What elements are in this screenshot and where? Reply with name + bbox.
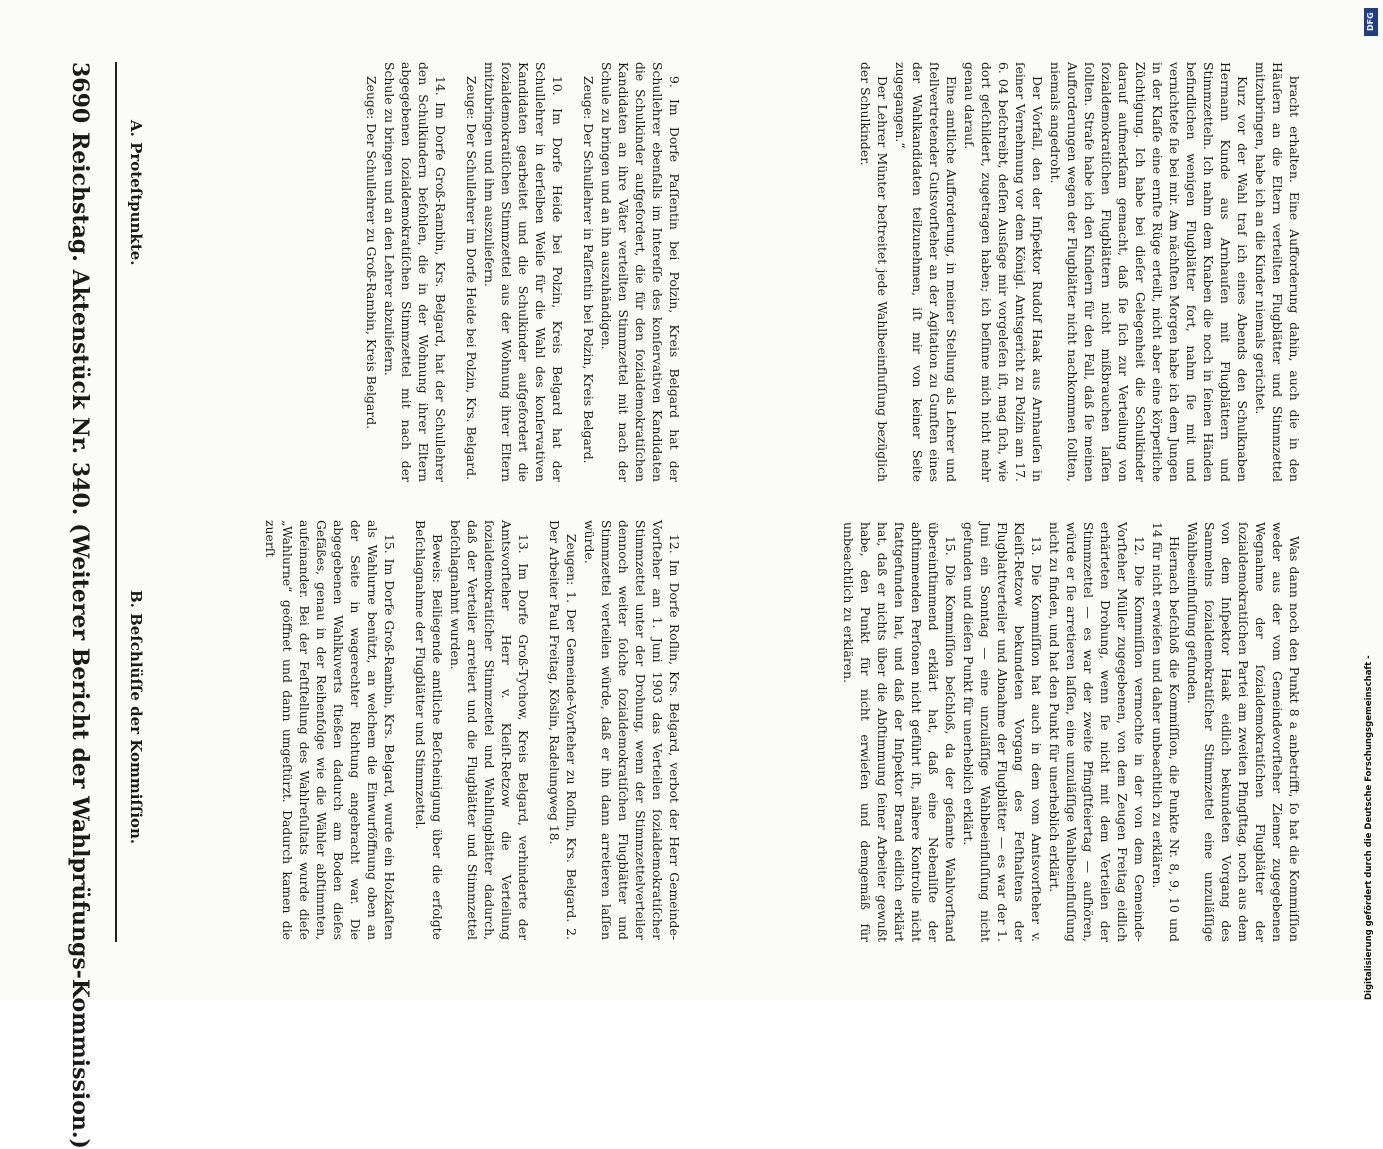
protest-15: 15. Im Dorfe Groß-Rambin, Krs. Belgard, wurde ein Holzkaſten als Wahlurne benützt, an welchem die Einwurföffnung oben an der Seite in wagerechter Richtung angebracht war. Die abgegebenen Wahlkuverts ſtießen dadurch am Boden dieſes Gefäßes, genau in der Reihenfolge wie die Wähler abſtimmten, aufeinander. Bei der Feſtſtellung des Wahlreſultats wurde dieſe „Wahlurne“ geöffnet und dann umgeſtürzt. Dadurch kamen die zuerſt xyxy=(263,520,397,940)
witness-10: Zeuge: Der Schullehrer im Dorfe Heide bei Polzin, Krs. Belgard. xyxy=(464,76,479,481)
header-rule xyxy=(115,62,117,942)
witness-14: Zeuge: Der Schullehrer zu Groß-Rambin, Kreis Belgard. xyxy=(364,76,379,430)
column-decisions xyxy=(703,62,1303,942)
decision-text-5: Der Lehrer Münter beſtreitet jede Wahlbeeinfluſſung bezüglich der Schulkinder. xyxy=(858,62,890,482)
witness-12: Zeugen: 1. Der Gemeinde-Vorſteher zu Roſlin, Krs. Belgard. 2. Der Arbeiter Paul Freitag, Köslin, Radelungweg 18. xyxy=(547,520,579,940)
decision-15: 15. Die Kommiſſion beſchloß, da der geſamte Wahlvorſtand übereinſtimmend erklärt hat, daß eine Nebenliſte der abſtimmenden Perſonen nicht geführt iſt, nähere Kontrolle nicht ſtattgefunden hat, und daß der Inſpektor Brand eidlich erklärt hat, daß er nichts über die Abſtimmung ſeiner Arbeiter gewußt habe, den Punkt für nicht erwieſen und demgemäß für unbeachtlich zu erklären. xyxy=(841,522,958,942)
column-protest-2 xyxy=(248,520,683,940)
decision-13: 13. Die Kommiſſion hat auch in dem vom Amtsvorſteher v. Kleiſt-Retzow bekundeten Vorgang des Feſthaltens der Flugblattverteiler und Abnahme der Flugblätter — es war der 1. Juni ein Sonntag — eine unzuläſſige Wahlbeeinfluſſung nicht gefunden und dieſen Punkt für unerheblich erklärt. xyxy=(961,522,1044,942)
decision-text-2: Kurz vor der Wahl traf ich eines Abends den Schulknaben Hermann Kunde aus Arnhauſen mit Flugblättern und Stimmzetteln. Ich nahm dem Knaben die noch in ſeinen Händen befindlichen wenigen Flugblätter fort, nahm ſie mit und vernichtete ſie bei mir. Am nächſten Morgen habe ich dem Jungen in der Klaſſe eine ernſte Rüge erteilt, nicht aber eine körperliche Züchtigung. Ich habe bei dieſer Gelegenheit die Schulkinder darauf aufmerkſam gemacht, daß ſie ſich zur Verteilung von ſozialdemokratiſchen Flugblättern nicht mißbrauchen laſſen ſollten. Strafe habe ich den Kindern für den Fall, daß ſie meinen Aufforderungen wegen der Flugblätter nicht nachkommen ſollten, niemals angedroht. xyxy=(1048,62,1250,482)
protest-13: 13. Im Dorfe Groß-Tychow, Kreis Belgard, verhinderte der Amtsvorſteher Herr v. Kleiſt-Retzow die Verteilung ſozialdemokratiſcher Stimmzettel und Wahlflugblätter dadurch, daß der Verteiler arretiert und die Flugblätter und Stimmzettel beſchlagnahmt wurden. xyxy=(448,520,531,940)
page-title: Reichstag. Aktenstück Nr. 340. (Weiterer Bericht der Wahlprüfungs-Kommission.) xyxy=(67,132,93,1149)
decision-text-1: bracht erhalten. Eine Aufforderung dahin, auch die in den Häuſern an die Eltern verteilten Flugblätter und Stimmzettel mitzubringen, habe ich an die Kinder niemals gerichtet. xyxy=(1253,62,1302,482)
evidence-13: Beweis: Beiliegende amtliche Beſcheinigung über die erfolgte Beſchlagnahme der Flugblätter und Stimmzettel. xyxy=(413,520,445,940)
decision-text-4: Eine amtliche Aufforderung, in meiner Stellung als Lehrer und ſtellvertretender Gutsvorſteher an der Agitation zu Gunſten eines der Wahlkandidaten teilzunehmen, iſt mir von keiner Seite zugegangen.“ xyxy=(893,62,959,482)
witness-9: Zeuge: Der Schullehrer in Paſſentin bei Polzin, Kreis Belgard. xyxy=(581,76,596,464)
section-b-heading: B. Beſchlüſſe der Kommiſſion. xyxy=(127,590,145,845)
decision-text-3: Der Vorfall, den der Inſpektor Rudolf Haak aus Arnhauſen in ſeiner Vernehmung vor dem Königl. Amtsgericht zu Polzin am 17. 6. 04 beſchreibt, deſſen Ausſage mir vorgeleſen iſt, mag ſich, wie dort geſchildert, zugetragen haben; ich beſinne mich nicht mehr genau darauf. xyxy=(962,62,1045,482)
section-a-heading: A. Proteſtpunkte. xyxy=(127,120,145,266)
page-header xyxy=(53,62,93,1149)
decision-12: 12. Die Kommiſſion vermochte in der von dem Gemeinde-Vorſteher Müller zugegebenen, von dem Zeugen Freitag eidlich erhärteten Drohung, wenn ſie nicht mit dem Verteilen der Stimmzettel — es war der zweite Pfingſtfeiertag — aufhören, würde er ſie arretieren laſſen, eine unzuläſſige Wahlbeeinfluſſung nicht zu finden, und hat den Punkt für unerheblich erklärt. xyxy=(1047,522,1147,942)
protest-14: 14. Im Dorfe Groß-Rambin, Krs. Belgard, hat der Schullehrer den Schulkindern befohlen, die in der Wohnung ihrer Eltern abgegebenen ſozialdemokratiſchen Stimmzettel mit nach der Schule zu bringen und an den Lehrer abzuliefern. xyxy=(382,62,448,482)
page-number: 3690 xyxy=(67,62,93,124)
digitization-text: Digitalisierung gefördert durch die Deutsche Forschungsgemeinschaft - xyxy=(1364,655,1374,1000)
protest-10: 10. Im Dorfe Heide bei Polzin, Kreis Belgard hat der Schullehrer in derſelben Weiſe für die Wahl des konſervativen Kandidaten gearbeitet und die Schulkinder aufgefordert die ſozialdemokratiſchen Stimmzettel aus der Wohnung ihrer Eltern mitzubringen und ihm auszuliefern. xyxy=(482,62,565,482)
decision-text-7: Hiernach beſchloß die Kommiſſion, die Punkte Nr. 8, 9, 10 und 14 für nicht erwieſen und daher unbeachtlich zu erklären. xyxy=(1150,522,1182,942)
decision-text-6: Was dann noch den Punkt 8 a anbetrifft, ſo hat die Kommiſſion weder aus der vom Gemeindevorſteher Ziemer zugegebenen Wegnahme der ſozialdemokratiſchen Flugblätter der ſozialdemokratiſchen Partei am zweiten Pfingſttag, noch aus dem von dem Inſpektor Haak eidlich bekundeten Vorgang des Sammelns ſozialdemokratiſcher Stimmzettel eine unzuläſſige Wahlbeeinfluſſung gefunden. xyxy=(1185,522,1302,942)
dfg-logo: DFG xyxy=(1364,8,1378,36)
protest-9: 9. Im Dorfe Paſſentin bei Polzin, Kreis Belgard hat der Schullehrer ebenfalls im Intereſſe des konſervativen Kandidaten die Schulkinder aufgefordert, die für den ſozialdemokratiſchen Kandidaten an ihre Väter verteilten Stimmzettel mit nach der Schule zu bringen und an ihn auszuhändigen. xyxy=(599,62,682,482)
column-protest-1 xyxy=(349,62,683,482)
protest-12: 12. Im Dorfe Roſlin, Krs. Belgard, verbot der Herr Gemeinde-Vorſteher am 1. Juni 1903 das Verteilen ſozialdemokratiſcher Stimmzettel unter der Drohung, wenn der Stimmzettelverteiler dennoch weiter ſolche ſozialdemokratiſchen Flugblätter und Stimmzettel verteilen würde, daß er ihn dann arretieren laſſen würde. xyxy=(582,520,682,940)
digitization-note xyxy=(1360,0,1382,1000)
